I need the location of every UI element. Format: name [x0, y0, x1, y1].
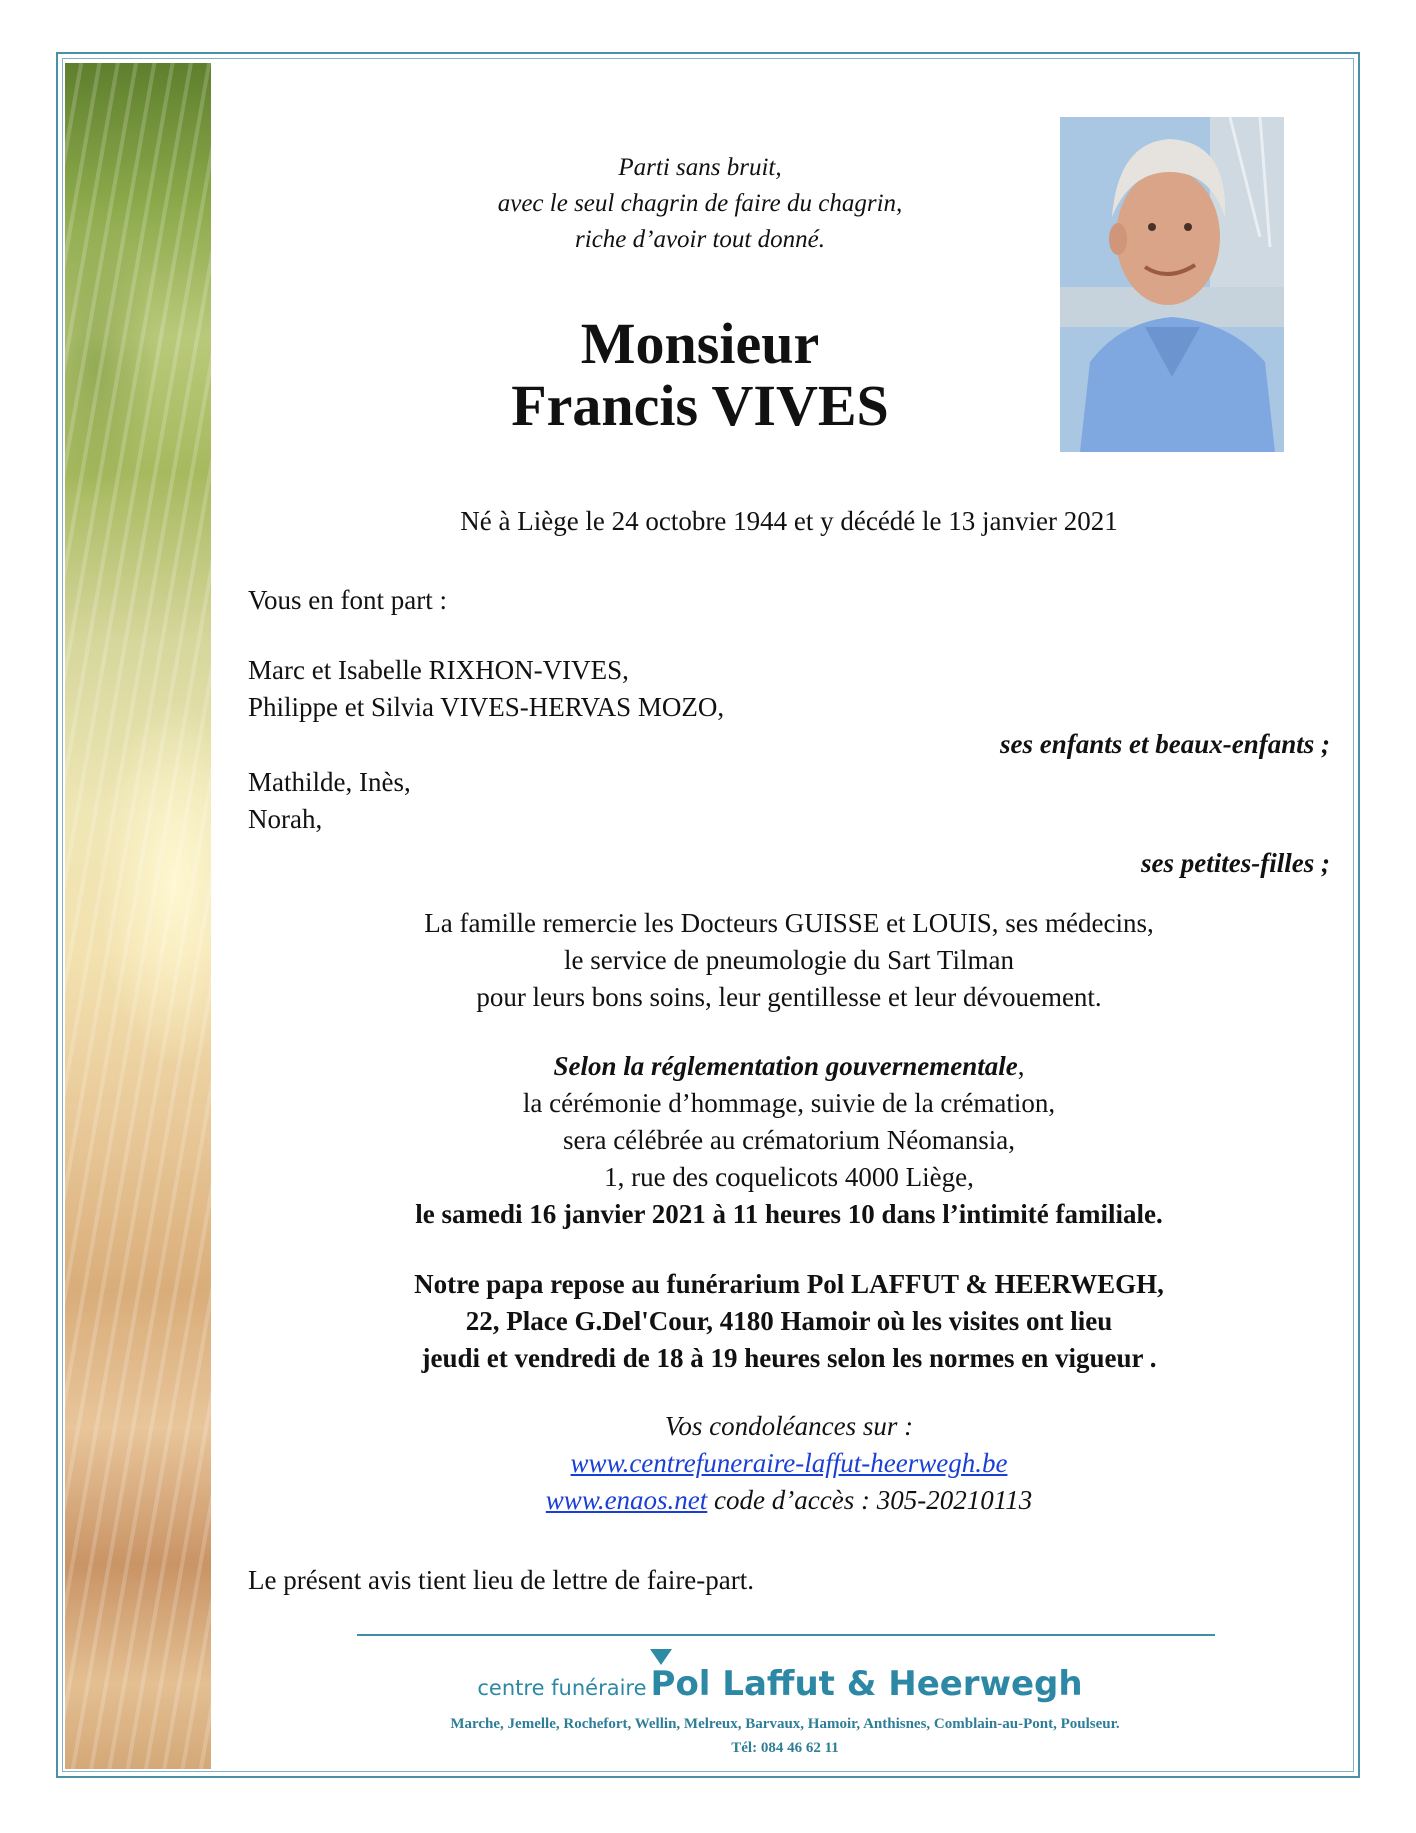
birth-death-line: Né à Liège le 24 octobre 1944 et y décédé le 13 janvier 2021 [460, 506, 1118, 536]
visitation-line: 22, Place G.Del'Cour, 4180 Hamoir où les visites ont lieu [465, 1306, 1113, 1336]
ceremony-paragraph [248, 1048, 1330, 1233]
thanks-line: pour leurs bons soins, leur gentillesse et leur dévouement. [476, 982, 1102, 1012]
ceremony-line: la cérémonie d’hommage, suivie de la crémation, [522, 1088, 1056, 1118]
regulation-note: Selon la réglementation gouvernementale [553, 1051, 1018, 1081]
logo-triangle-icon [650, 1649, 672, 1665]
poem-line: riche d’avoir tout donné. [575, 226, 825, 253]
deceased-name [380, 313, 1020, 437]
full-name: Francis VIVES [511, 373, 889, 438]
visitation-paragraph [248, 1266, 1330, 1377]
visitation-line: Notre papa repose au funérarium Pol LAFFUT & HEERWEGH, [414, 1269, 1164, 1299]
thanks-paragraph [248, 905, 1330, 1016]
portrait-photo [1060, 117, 1284, 452]
funeral-center-logo [380, 1664, 1180, 1704]
list-item: Philippe et Silvia VIVES-HERVAS MOZO, [248, 692, 725, 722]
ceremony-lead [248, 1048, 1330, 1085]
thanks-line: La famille remercie les Docteurs GUISSE et LOUIS, ses médecins, [424, 908, 1154, 938]
list-item: Mathilde, Inès, [248, 767, 411, 797]
children-role: ses enfants et beaux-enfants ; [1000, 729, 1330, 759]
access-code: code d’accès : 305-20210113 [707, 1485, 1033, 1515]
list-item: Marc et Isabelle RIXHON-VIVES, [248, 655, 629, 685]
title-monsieur: Monsieur [580, 311, 820, 376]
thanks-line: le service de pneumologie du Sart Tilman [564, 945, 1014, 975]
closing-note: Le présent avis tient lieu de lettre de faire-part. [248, 1565, 755, 1595]
grandchildren-role: ses petites-filles ; [1141, 848, 1330, 878]
forest-path-image [65, 63, 211, 1769]
footer-divider [357, 1634, 1215, 1636]
condolences-link-enaos[interactable]: www.enaos.net [545, 1485, 708, 1515]
regulation-comma: , [1017, 1051, 1025, 1081]
footer-locations: Marche, Jemelle, Rochefort, Wellin, Melreux, Barvaux, Hamoir, Anthisnes, Comblain-au-Pont, Poulseur. [450, 1716, 1120, 1732]
ceremony-line: sera célébrée au crématorium Néomansia, [562, 1125, 1015, 1155]
poem [330, 150, 1070, 258]
visitation-line: jeudi et vendredi de 18 à 19 heures selon les normes en vigueur . [421, 1343, 1157, 1373]
list-item: Norah, [248, 804, 323, 834]
ceremony-line: 1, rue des coquelicots 4000 Liège, [604, 1162, 974, 1192]
ceremony-date: le samedi 16 janvier 2021 à 11 heures 10 dans l’intimité familiale. [415, 1199, 1163, 1229]
poem-line: Parti sans bruit, [618, 154, 782, 181]
condolences-block [248, 1408, 1330, 1519]
poem-line: avec le seul chagrin de faire du chagrin, [497, 190, 903, 217]
condolences-link-funeral-center[interactable]: www.centrefuneraire-laffut-heerwegh.be [570, 1448, 1008, 1478]
logo-name: Pol Laffut & Heerwegh [650, 1664, 1083, 1704]
footer-phone: Tél: 084 46 62 11 [731, 1740, 839, 1756]
condolences-label: Vos condoléances sur : [664, 1411, 914, 1441]
logo-subtitle: centre funéraire [477, 1676, 647, 1700]
children-list [248, 652, 1330, 763]
announcement-intro: Vous en font part : [248, 585, 447, 615]
grandchildren-list [248, 764, 1330, 882]
